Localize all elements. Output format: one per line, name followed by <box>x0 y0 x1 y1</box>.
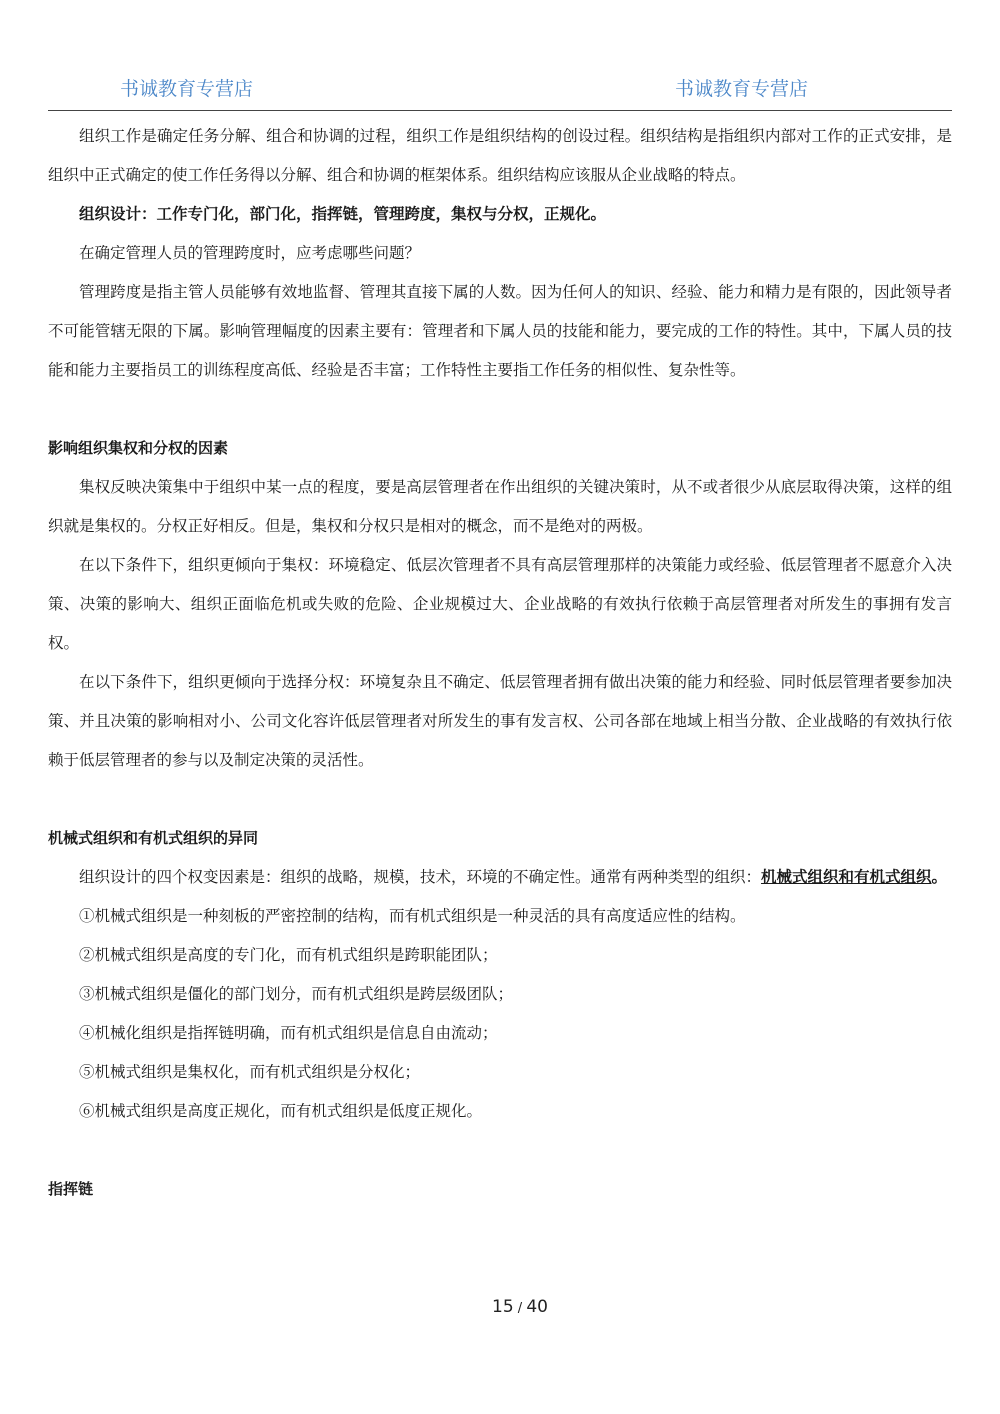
underlined-term: 机械式组织和有机式组织 <box>761 868 932 886</box>
section-heading: 机械式组织和有机式组织的异同 <box>48 829 259 847</box>
paragraph: 在以下条件下，组织更倾向于集权：环境稳定、低层次管理者不具有高层管理那样的决策能力或经验、低层管理者不愿意介入决策、决策的影响大、组织正面临危机或失败的危险、企业规模过大、企业战略的有效执行依赖于高层管理者对所发生的事拥有发言权。 <box>48 556 952 652</box>
paragraph <box>48 858 952 897</box>
page-number <box>0 1297 1000 1317</box>
bold-paragraph: 组织设计：工作专门化，部门化，指挥链，管理跨度，集权与分权，正规化。 <box>79 205 607 223</box>
header-store-left: 书诚教育专营店 <box>120 78 254 100</box>
current-page: 15 <box>492 1297 514 1317</box>
paragraph: 管理跨度是指主管人员能够有效地监督、管理其直接下属的人数。因为任何人的知识、经验、能力和精力是有限的，因此领导者不可能管辖无限的下属。影响管理幅度的因素主要有：管理者和下属人员的技能和能力，要完成的工作的特性。其中，下属人员的技能和能力主要指员工的训练程度高低、经验是否丰富；工作特性主要指工作任务的相似性、复杂性等。 <box>48 283 952 379</box>
question-paragraph: 在确定管理人员的管理跨度时，应考虑哪些问题？ <box>79 244 421 262</box>
paragraph-end: 。 <box>931 868 948 886</box>
paragraph: 集权反映决策集中于组织中某一点的程度，要是高层管理者在作出组织的关键决策时，从不或者很少从底层取得决策，这样的组织就是集权的。分权正好相反。但是，集权和分权只是相对的概念，而不是绝对的两极。 <box>48 478 952 535</box>
list-item: ⑤机械式组织是集权化，而有机式组织是分权化； <box>79 1063 421 1081</box>
page-separator: / <box>513 1301 527 1316</box>
paragraph: 组织工作是确定任务分解、组合和协调的过程，组织工作是组织结构的创设过程。组织结构是指组织内部对工作的正式安排，是组织中正式确定的使工作任务得以分解、组合和协调的框架体系。组织结构应该服从企业战略的特点。 <box>48 127 952 184</box>
list-item: ④机械化组织是指挥链明确，而有机式组织是信息自由流动； <box>79 1024 498 1042</box>
document-body <box>48 117 952 1209</box>
page-header <box>48 70 952 111</box>
list-item: ②机械式组织是高度的专门化，而有机式组织是跨职能团队； <box>79 946 498 964</box>
section-heading: 影响组织集权和分权的因素 <box>48 439 229 457</box>
list-item: ⑥机械式组织是高度正规化，而有机式组织是低度正规化。 <box>79 1102 483 1120</box>
header-store-right: 书诚教育专营店 <box>675 78 809 100</box>
list-item: ③机械式组织是僵化的部门划分，而有机式组织是跨层级团队； <box>79 985 514 1003</box>
paragraph: 在以下条件下，组织更倾向于选择分权：环境复杂且不确定、低层管理者拥有做出决策的能力和经验、同时低层管理者要参加决策、并且决策的影响相对小、公司文化容许低层管理者对所发生的事有发言权、公司各部在地域上相当分散、企业战略的有效执行依赖于低层管理者的参与以及制定决策的灵活性。 <box>48 673 952 769</box>
section-heading: 指挥链 <box>48 1180 94 1198</box>
total-pages: 40 <box>526 1297 548 1317</box>
list-item: ①机械式组织是一种刻板的严密控制的结构，而有机式组织是一种灵活的具有高度适应性的结构。 <box>79 907 746 925</box>
paragraph-text: 组织设计的四个权变因素是：组织的战略，规模，技术，环境的不确定性。通常有两种类型的组织： <box>79 868 762 886</box>
